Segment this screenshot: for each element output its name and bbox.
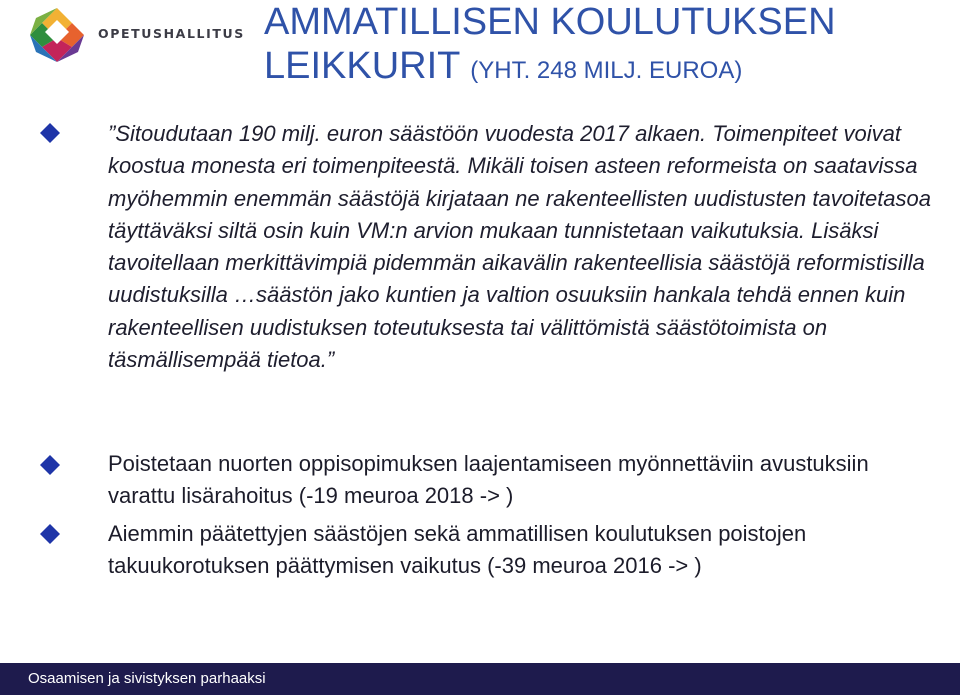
bullet-2-text: Poistetaan nuorten oppisopimuksen laajentamiseen myönnettäviin avustuksiin varattu lisärahoitus (-19 meuroa 2018 -> ) <box>108 451 869 509</box>
title-line-2: LEIKKURIT <box>264 45 460 87</box>
bullet-1-text: ”Sitoudutaan 190 milj. euron säästöön vuodesta 2017 alkaen. Toimenpiteet voivat koostua monesta eri toimenpiteestä. Mikäli toisen asteen reformeista on saatavissa myöhemmin enemmän säästöjä kirjataan ne rakenteellisten uudistusten tavoitetasoa täyttäväksi siltä osin kuin VM:n arvion mukaan tunnistetaan vaikutuksia. Lisäksi tavoitellaan merkittävimpiä pidemmän aikavälin rakenteellisia säästöjä reformistisilla uudistuksilla …säästön jako kuntien ja valtion osuuksiin hankala tehdä ennen kuin rakenteellisen uudistuksen toteutuksesta tai välittömistä säästötoimista on täsmällisempää tietoa.” <box>108 121 932 373</box>
logo-mark-icon <box>28 6 86 64</box>
opetushallitus-logo <box>28 6 245 64</box>
footer-bar <box>0 663 960 695</box>
page-title <box>264 0 944 93</box>
diamond-bullet-icon <box>40 123 60 143</box>
title-subtitle: (YHT. 248 MILJ. EUROA) <box>470 57 743 84</box>
footer-text: Osaamisen ja sivistyksen parhaaksi <box>28 670 266 687</box>
bullet-3-text: Aiemmin päätettyjen säästöjen sekä ammatillisen koulutuksen poistojen takuukorotuksen päättymisen vaikutus (-39 meuroa 2016 -> ) <box>108 521 807 579</box>
diamond-bullet-icon <box>40 524 60 544</box>
logo-text: OPETUSHALLITUS <box>98 26 245 41</box>
title-line-1: AMMATILLISEN KOULUTUKSEN <box>264 1 836 43</box>
diamond-bullet-icon <box>40 455 60 475</box>
